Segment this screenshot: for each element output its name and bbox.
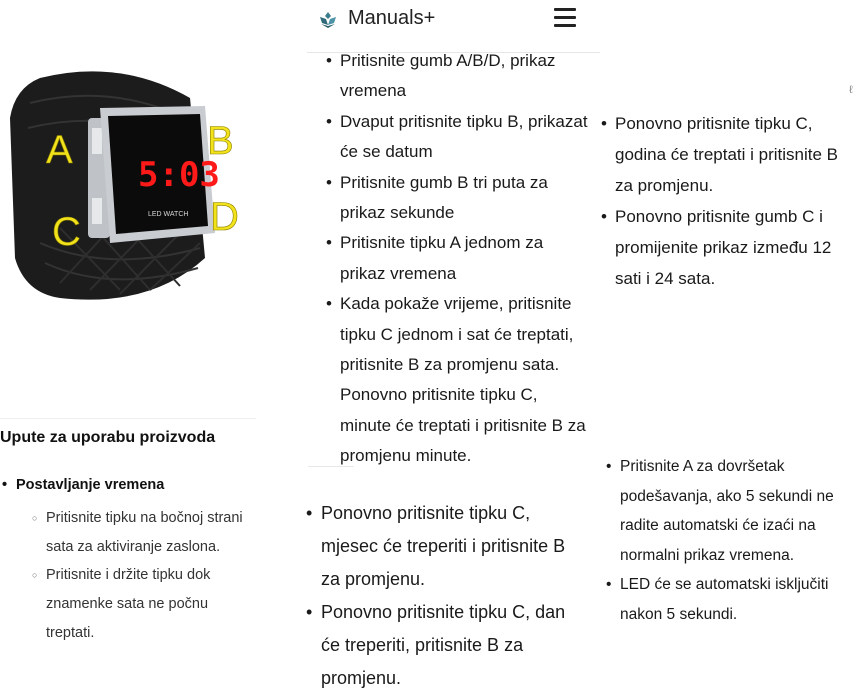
list-item: • Pritisnite gumb A/B/D, prikaz vremena xyxy=(340,46,590,107)
instruction-list-middle xyxy=(340,46,590,472)
list-item: • Ponovno pritisnite tipku C, godina će treptati i pritisnite B za promjenu. xyxy=(615,108,855,201)
svg-text:D: D xyxy=(210,195,239,239)
list-item: • LED će se automatski isključiti nakon 5 sekundi. xyxy=(620,570,856,629)
list-item: • Ponovno pritisnite gumb C i promijenite prikaz između 12 sati i 24 sata. xyxy=(615,201,855,294)
edge-widget-icon[interactable]: ℓ xyxy=(849,84,853,96)
setup-sublist xyxy=(46,504,256,648)
divider xyxy=(308,466,354,467)
list-item: • Ponovno pritisnite tipku C, dan će treperiti, pritisnite B za promjenu. xyxy=(321,596,581,695)
list-item: • Dvaput pritisnite tipku B, prikazat će se datum xyxy=(340,107,590,168)
list-item: • Pritisnite gumb B tri puta za prikaz sekunde xyxy=(340,168,590,229)
instruction-list-right-bottom xyxy=(620,452,856,630)
list-item: • Pritisnite A za dovršetak podešavanja, ako 5 sekundi ne radite automatski će izaći na normalni prikaz vremena. xyxy=(620,452,856,570)
svg-text:B: B xyxy=(207,119,234,163)
list-item: ○ Pritisnite i držite tipku dok znamenke sata ne počnu treptati. xyxy=(46,561,256,647)
svg-text:C: C xyxy=(52,210,81,254)
svg-text:A: A xyxy=(46,128,73,172)
hamburger-menu-icon[interactable] xyxy=(554,8,576,28)
list-item: • Pritisnite tipku A jednom za prikaz vremena xyxy=(340,228,590,289)
list-item-continuation: Ponovno pritisnite tipku C, minute će treptati i pritisnite B za promjenu minute. xyxy=(340,385,586,466)
section-divider xyxy=(0,418,256,419)
svg-text:5:03: 5:03 xyxy=(138,155,220,195)
manuals-plus-logo-icon[interactable] xyxy=(318,11,338,34)
list-item: • Ponovno pritisnite tipku C, mjesec će treperiti i pritisnite B za promjenu. xyxy=(321,497,581,596)
list-item: • Kada pokaže vrijeme, pritisnite tipku C jednom i sat će treptati, pritisnite B za promjenu sata. xyxy=(340,289,590,380)
list-item: ○ Pritisnite tipku na bočnoj strani sata za aktiviranje zaslona. xyxy=(46,504,256,561)
led-watch-image xyxy=(0,58,248,314)
site-header xyxy=(318,4,580,32)
svg-text:LED WATCH: LED WATCH xyxy=(148,211,189,218)
brand-name[interactable]: Manuals+ xyxy=(348,7,436,29)
instruction-list-right xyxy=(615,108,855,294)
instruction-list-middle-bottom xyxy=(321,497,581,695)
setup-block xyxy=(16,474,256,648)
setup-heading: • Postavljanje vremena xyxy=(16,474,256,496)
section-title: Upute za uporabu proizvoda xyxy=(0,429,216,446)
